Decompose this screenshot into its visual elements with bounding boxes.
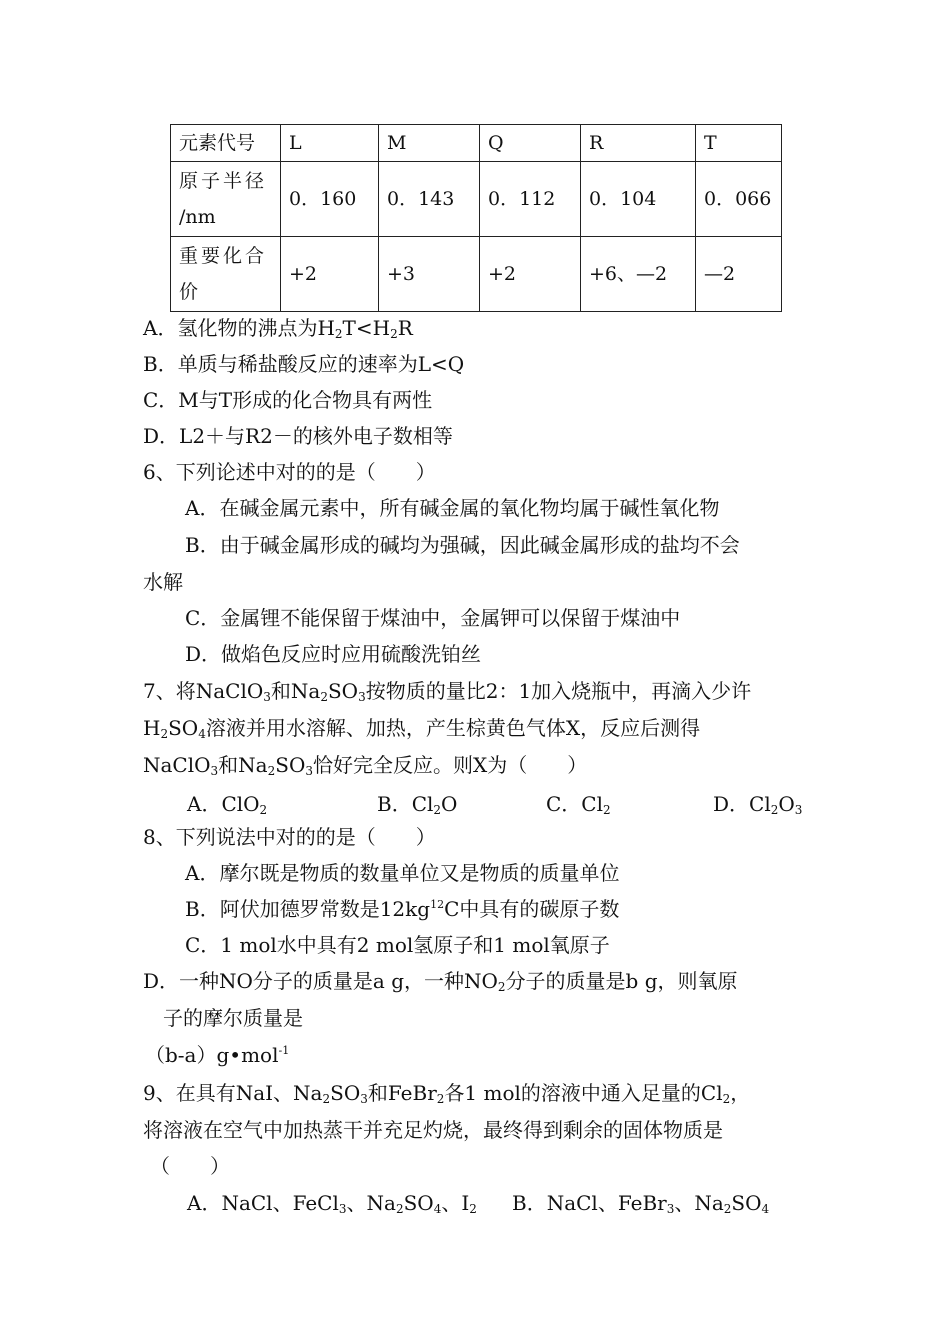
table-cell: +2 [281, 237, 379, 312]
table-cell: 元素代号 [171, 125, 281, 162]
q6-option-c: C．金属锂不能保留于煤油中，金属钾可以保留于煤油中 [185, 606, 681, 630]
table-cell-line: 重要化合 [179, 245, 268, 267]
text: C．Cl [546, 792, 604, 816]
text: 溶液并用水溶解、加热，产生棕黄色气体X，反应后测得 [205, 716, 701, 740]
text: H [143, 716, 161, 740]
table-cell: T [696, 125, 782, 162]
subscript: 2 [267, 764, 276, 778]
table-row [171, 162, 782, 237]
text: 分子的质量是b g，则氧原 [505, 969, 738, 993]
text: SO [403, 1191, 434, 1215]
subscript: 3 [666, 1202, 675, 1216]
table-row [171, 125, 782, 162]
text: ， [730, 1081, 751, 1105]
table-cell-line: /nm [179, 206, 216, 228]
superscript: -1 [278, 1044, 290, 1057]
subscript: 2 [334, 327, 343, 341]
text: 9、在具有NaI、Na [143, 1081, 323, 1105]
text: SO [168, 716, 199, 740]
subscript: 3 [358, 690, 366, 704]
text: 、Na [346, 1191, 396, 1215]
q7-option-b [377, 790, 457, 818]
table-cell-line: 价 [179, 281, 202, 303]
subscript: 4 [198, 727, 206, 741]
table-row [171, 237, 782, 312]
text: 、Na [674, 1191, 724, 1215]
table-cell: 0．112 [480, 162, 581, 237]
table-cell: 0．143 [379, 162, 480, 237]
subscript: 3 [305, 764, 313, 778]
subscript: 3 [794, 803, 803, 817]
subscript: 4 [761, 1202, 770, 1216]
text: O [778, 792, 795, 816]
table-cell: Q [480, 125, 581, 162]
table-cell-line: 原子半径 [179, 170, 268, 192]
subscript: 2 [436, 1092, 445, 1106]
text: B．阿伏加德罗常数是12kg [185, 897, 431, 921]
text: 和Na [218, 753, 268, 777]
text: SO [731, 1191, 762, 1215]
subscript: 2 [469, 1202, 477, 1216]
q9-stem-line1 [143, 1079, 750, 1107]
q5-option-d: D．L2＋与R2－的核外电子数相等 [143, 424, 453, 448]
text: （b-a）g•mol [145, 1043, 279, 1067]
table-cell: 0．104 [581, 162, 696, 237]
table-cell [171, 162, 281, 237]
table-cell: +3 [379, 237, 480, 312]
table-cell: +6、—2 [581, 237, 696, 312]
table-cell [171, 237, 281, 312]
superscript: 12 [430, 898, 445, 911]
table-cell: +2 [480, 237, 581, 312]
subscript: 3 [210, 764, 219, 778]
q7-stem-line3 [143, 751, 587, 779]
text: R [397, 316, 413, 340]
q7-option-d [713, 790, 802, 818]
text: B．Cl [377, 792, 434, 816]
text: 和Na [270, 679, 321, 703]
q8-option-d-line3 [145, 1041, 289, 1069]
q9-option-a [187, 1189, 477, 1217]
table-cell: R [581, 125, 696, 162]
q9-stem-line2: 将溶液在空气中加热蒸干并充足灼烧，最终得到剩余的固体物质是 [143, 1118, 723, 1142]
text: SO [275, 753, 306, 777]
text: A．ClO [187, 792, 260, 816]
text: NaClO [143, 753, 211, 777]
q5-option-c: C．M与T形成的化合物具有两性 [143, 388, 433, 412]
q8-option-d-line2: 子的摩尔质量是 [163, 1006, 303, 1030]
text: 恰好完全反应。则X为（ ） [313, 753, 588, 777]
subscript: 3 [263, 690, 271, 704]
q7-options [0, 790, 950, 818]
q5-option-a [143, 314, 413, 342]
subscript: 2 [723, 1202, 732, 1216]
text: A．NaCl、FeCl [187, 1191, 339, 1215]
q6-option-d: D．做焰色反应时应用硫酸洗铂丝 [185, 642, 482, 666]
text: 7、将NaClO [143, 679, 264, 703]
subscript: 2 [603, 803, 611, 817]
text: T<H [342, 316, 391, 340]
q7-option-c [546, 790, 611, 818]
text: 、I [441, 1191, 470, 1215]
q6-stem: 6、下列论述中对的的是（ ） [143, 460, 436, 484]
q8-option-b [185, 895, 619, 923]
text: 和FeBr [367, 1081, 437, 1105]
q8-option-d-line1 [143, 967, 738, 995]
subscript: 2 [322, 1092, 331, 1106]
subscript: 2 [433, 803, 442, 817]
q8-option-a: A．摩尔既是物质的数量单位又是物质的质量单位 [185, 861, 620, 885]
subscript: 2 [259, 803, 268, 817]
subscript: 2 [320, 690, 328, 704]
q5-option-b: B．单质与稀盐酸反应的速率为L<Q [143, 352, 465, 376]
text: 各1 mol的溶液中通入足量的Cl [444, 1081, 723, 1105]
table-cell: 0．160 [281, 162, 379, 237]
table-cell: 0．066 [696, 162, 782, 237]
table-cell: —2 [696, 237, 782, 312]
text: D．一种NO分子的质量是a g，一种NO [143, 969, 498, 993]
q6-option-b-cont: 水解 [143, 570, 183, 594]
subscript: 2 [770, 803, 779, 817]
subscript: 2 [395, 1202, 404, 1216]
q9-stem-line3: （ ） [150, 1154, 230, 1178]
q6-option-a: A．在碱金属元素中，所有碱金属的氧化物均属于碱性氧化物 [185, 496, 720, 520]
subscript: 2 [722, 1092, 731, 1106]
q8-option-c: C．1 mol水中具有2 mol氢原子和1 mol氧原子 [185, 933, 610, 957]
q7-stem-line2 [143, 714, 700, 742]
text: A．氢化物的沸点为H [143, 316, 335, 340]
text: C中具有的碳原子数 [444, 897, 620, 921]
q8-stem: 8、下列说法中对的的是（ ） [143, 825, 436, 849]
element-table [170, 124, 782, 312]
text: 按物质的量比2：1加入烧瓶中，再滴入少许 [365, 679, 752, 703]
q6-option-b: B．由于碱金属形成的碱均为强碱，因此碱金属形成的盐均不会 [185, 533, 740, 557]
text: B．NaCl、FeBr [512, 1191, 667, 1215]
text: SO [330, 1081, 361, 1105]
text: D．Cl [713, 792, 771, 816]
q9-options [0, 1189, 950, 1217]
table-cell: L [281, 125, 379, 162]
text: O [441, 792, 458, 816]
subscript: 3 [360, 1092, 368, 1106]
q7-stem-line1 [143, 677, 751, 705]
subscript: 2 [497, 980, 506, 994]
subscript: 3 [338, 1202, 347, 1216]
subscript: 4 [433, 1202, 442, 1216]
text: SO [327, 679, 359, 703]
q7-option-a [187, 790, 267, 818]
subscript: 2 [390, 327, 398, 341]
subscript: 2 [160, 727, 169, 741]
table-cell: M [379, 125, 480, 162]
q9-option-b [512, 1189, 769, 1217]
